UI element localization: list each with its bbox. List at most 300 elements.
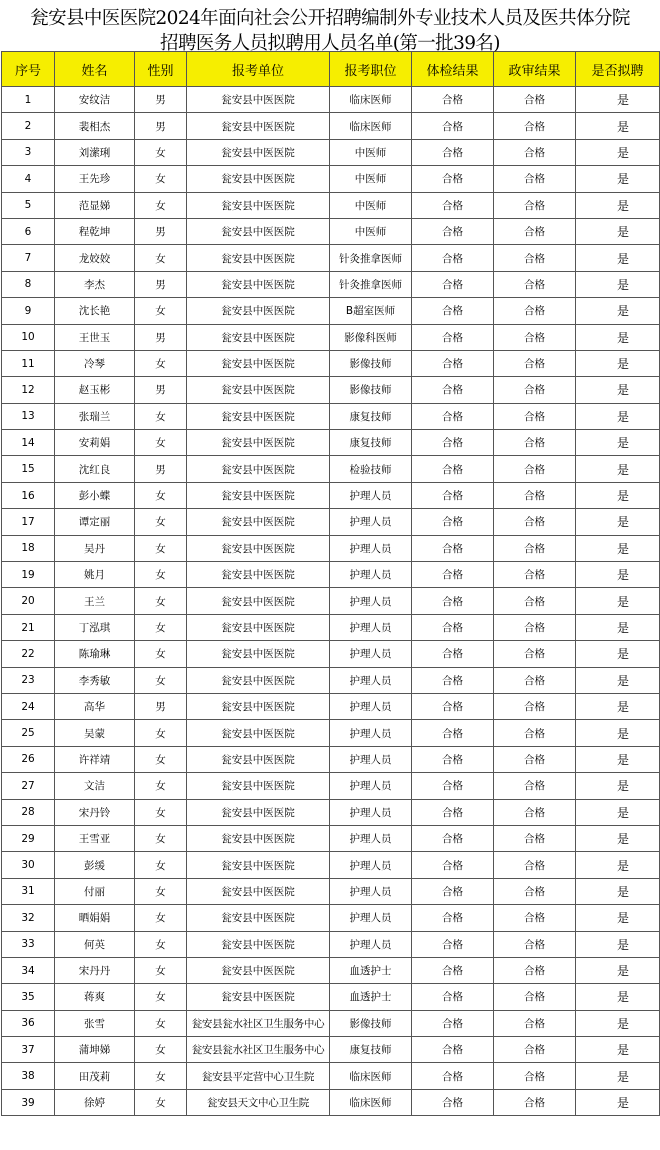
cell-political: 合格 [494, 1037, 576, 1063]
cell-political: 合格 [494, 456, 576, 482]
cell-position: 血透护士 [330, 984, 412, 1010]
cell-position: 护理人员 [330, 931, 412, 957]
cell-medical: 合格 [412, 852, 494, 878]
cell-unit: 瓮安县中医医院 [187, 562, 330, 588]
cell-political: 合格 [494, 614, 576, 640]
cell-name: 彭小蝶 [55, 482, 135, 508]
cell-gender: 女 [135, 931, 187, 957]
cell-position: 护理人员 [330, 746, 412, 772]
cell-index: 25 [2, 720, 55, 746]
cell-unit: 瓮安县中医医院 [187, 641, 330, 667]
cell-index: 15 [2, 456, 55, 482]
col-header-gender: 性别 [135, 52, 187, 87]
cell-political: 合格 [494, 377, 576, 403]
cell-hire: 是 [576, 482, 660, 508]
cell-unit: 瓮安县中医医院 [187, 456, 330, 482]
cell-position: 护理人员 [330, 562, 412, 588]
cell-hire: 是 [576, 192, 660, 218]
cell-hire: 是 [576, 905, 660, 931]
cell-hire: 是 [576, 931, 660, 957]
cell-political: 合格 [494, 931, 576, 957]
cell-hire: 是 [576, 430, 660, 456]
cell-medical: 合格 [412, 403, 494, 429]
cell-index: 20 [2, 588, 55, 614]
cell-name: 吴蒙 [55, 720, 135, 746]
cell-gender: 女 [135, 1089, 187, 1115]
cell-political: 合格 [494, 403, 576, 429]
cell-name: 沈长艳 [55, 298, 135, 324]
cell-index: 4 [2, 166, 55, 192]
cell-position: 护理人员 [330, 773, 412, 799]
cell-political: 合格 [494, 139, 576, 165]
table-row [2, 113, 660, 139]
cell-position: 中医师 [330, 218, 412, 244]
cell-position: 影像技师 [330, 350, 412, 376]
cell-medical: 合格 [412, 218, 494, 244]
cell-unit: 瓮安县中医医院 [187, 957, 330, 983]
cell-gender: 女 [135, 957, 187, 983]
cell-political: 合格 [494, 562, 576, 588]
cell-medical: 合格 [412, 430, 494, 456]
cell-position: 护理人员 [330, 905, 412, 931]
cell-political: 合格 [494, 324, 576, 350]
cell-name: 陈瑜琳 [55, 641, 135, 667]
cell-medical: 合格 [412, 1037, 494, 1063]
cell-position: 护理人员 [330, 482, 412, 508]
cell-hire: 是 [576, 1063, 660, 1089]
cell-index: 30 [2, 852, 55, 878]
cell-index: 17 [2, 509, 55, 535]
cell-index: 34 [2, 957, 55, 983]
cell-position: 护理人员 [330, 720, 412, 746]
cell-political: 合格 [494, 1089, 576, 1115]
cell-political: 合格 [494, 298, 576, 324]
cell-index: 18 [2, 535, 55, 561]
cell-medical: 合格 [412, 746, 494, 772]
cell-political: 合格 [494, 1010, 576, 1036]
cell-name: 王世玉 [55, 324, 135, 350]
cell-hire: 是 [576, 746, 660, 772]
cell-index: 35 [2, 984, 55, 1010]
cell-hire: 是 [576, 166, 660, 192]
cell-name: 文洁 [55, 773, 135, 799]
cell-index: 24 [2, 693, 55, 719]
cell-political: 合格 [494, 641, 576, 667]
cell-medical: 合格 [412, 139, 494, 165]
cell-unit: 瓮安县中医医院 [187, 218, 330, 244]
cell-medical: 合格 [412, 878, 494, 904]
cell-name: 丁泓琪 [55, 614, 135, 640]
cell-hire: 是 [576, 957, 660, 983]
cell-unit: 瓮安县中医医院 [187, 403, 330, 429]
cell-position: 康复技师 [330, 1037, 412, 1063]
cell-political: 合格 [494, 271, 576, 297]
cell-medical: 合格 [412, 1089, 494, 1115]
cell-hire: 是 [576, 403, 660, 429]
cell-medical: 合格 [412, 957, 494, 983]
document-title [0, 0, 660, 54]
cell-gender: 女 [135, 1010, 187, 1036]
cell-gender: 女 [135, 509, 187, 535]
cell-hire: 是 [576, 218, 660, 244]
cell-hire: 是 [576, 614, 660, 640]
cell-position: 护理人员 [330, 852, 412, 878]
cell-position: 中医师 [330, 166, 412, 192]
cell-name: 张雪 [55, 1010, 135, 1036]
cell-gender: 男 [135, 218, 187, 244]
cell-position: 康复技师 [330, 403, 412, 429]
cell-position: 检验技师 [330, 456, 412, 482]
cell-gender: 女 [135, 720, 187, 746]
cell-hire: 是 [576, 535, 660, 561]
cell-hire: 是 [576, 852, 660, 878]
cell-index: 37 [2, 1037, 55, 1063]
cell-name: 安莉娟 [55, 430, 135, 456]
table-row [2, 641, 660, 667]
table-row [2, 562, 660, 588]
cell-index: 27 [2, 773, 55, 799]
cell-index: 11 [2, 350, 55, 376]
cell-index: 5 [2, 192, 55, 218]
cell-name: 刘潆琍 [55, 139, 135, 165]
cell-unit: 瓮安县中医医院 [187, 693, 330, 719]
cell-index: 29 [2, 825, 55, 851]
cell-medical: 合格 [412, 562, 494, 588]
cell-hire: 是 [576, 245, 660, 271]
cell-medical: 合格 [412, 799, 494, 825]
cell-position: 护理人员 [330, 614, 412, 640]
cell-index: 14 [2, 430, 55, 456]
table-row [2, 852, 660, 878]
cell-position: 护理人员 [330, 878, 412, 904]
table-row [2, 324, 660, 350]
cell-unit: 瓮安县中医医院 [187, 350, 330, 376]
cell-unit: 瓮安县中医医院 [187, 746, 330, 772]
cell-name: 彭缓 [55, 852, 135, 878]
cell-name: 付丽 [55, 878, 135, 904]
cell-hire: 是 [576, 641, 660, 667]
cell-index: 28 [2, 799, 55, 825]
cell-medical: 合格 [412, 641, 494, 667]
cell-unit: 瓮安县中医医院 [187, 799, 330, 825]
cell-unit: 瓮安县天文中心卫生院 [187, 1089, 330, 1115]
cell-unit: 瓮安县中医医院 [187, 430, 330, 456]
cell-name: 蒲坤娣 [55, 1037, 135, 1063]
table-row [2, 773, 660, 799]
cell-index: 13 [2, 403, 55, 429]
cell-unit: 瓮安县中医医院 [187, 931, 330, 957]
cell-medical: 合格 [412, 377, 494, 403]
cell-index: 22 [2, 641, 55, 667]
cell-gender: 女 [135, 192, 187, 218]
col-header-political: 政审结果 [494, 52, 576, 87]
cell-position: B超室医师 [330, 298, 412, 324]
cell-political: 合格 [494, 825, 576, 851]
cell-unit: 瓮安县平定营中心卫生院 [187, 1063, 330, 1089]
cell-gender: 女 [135, 588, 187, 614]
cell-position: 影像科医师 [330, 324, 412, 350]
cell-medical: 合格 [412, 984, 494, 1010]
cell-hire: 是 [576, 113, 660, 139]
cell-medical: 合格 [412, 773, 494, 799]
cell-medical: 合格 [412, 192, 494, 218]
cell-gender: 女 [135, 430, 187, 456]
cell-unit: 瓮安县中医医院 [187, 773, 330, 799]
cell-unit: 瓮安县中医医院 [187, 905, 330, 931]
cell-medical: 合格 [412, 1063, 494, 1089]
cell-hire: 是 [576, 588, 660, 614]
cell-gender: 女 [135, 298, 187, 324]
cell-unit: 瓮安县中医医院 [187, 166, 330, 192]
table-row [2, 403, 660, 429]
cell-gender: 女 [135, 139, 187, 165]
cell-medical: 合格 [412, 324, 494, 350]
cell-position: 护理人员 [330, 825, 412, 851]
cell-gender: 男 [135, 324, 187, 350]
cell-unit: 瓮安县中医医院 [187, 113, 330, 139]
cell-name: 高华 [55, 693, 135, 719]
cell-unit: 瓮安县瓮水社区卫生服务中心 [187, 1010, 330, 1036]
cell-political: 合格 [494, 720, 576, 746]
cell-index: 8 [2, 271, 55, 297]
cell-unit: 瓮安县中医医院 [187, 324, 330, 350]
cell-index: 26 [2, 746, 55, 772]
cell-name: 王雪亚 [55, 825, 135, 851]
cell-name: 宋丹丹 [55, 957, 135, 983]
cell-unit: 瓮安县中医医院 [187, 984, 330, 1010]
cell-index: 1 [2, 87, 55, 113]
cell-unit: 瓮安县中医医院 [187, 482, 330, 508]
cell-position: 临床医师 [330, 1063, 412, 1089]
cell-medical: 合格 [412, 588, 494, 614]
cell-position: 护理人员 [330, 693, 412, 719]
cell-gender: 女 [135, 799, 187, 825]
cell-political: 合格 [494, 693, 576, 719]
cell-index: 38 [2, 1063, 55, 1089]
cell-medical: 合格 [412, 667, 494, 693]
cell-political: 合格 [494, 113, 576, 139]
cell-position: 康复技师 [330, 430, 412, 456]
cell-unit: 瓮安县中医医院 [187, 720, 330, 746]
table-row [2, 350, 660, 376]
cell-position: 护理人员 [330, 588, 412, 614]
cell-political: 合格 [494, 192, 576, 218]
cell-position: 影像技师 [330, 377, 412, 403]
cell-medical: 合格 [412, 113, 494, 139]
cell-political: 合格 [494, 957, 576, 983]
table-header-row [2, 52, 660, 87]
cell-unit: 瓮安县中医医院 [187, 852, 330, 878]
cell-political: 合格 [494, 878, 576, 904]
cell-gender: 女 [135, 852, 187, 878]
table-row [2, 799, 660, 825]
cell-gender: 女 [135, 482, 187, 508]
cell-name: 程乾坤 [55, 218, 135, 244]
cell-name: 晒娟娟 [55, 905, 135, 931]
cell-name: 蒋爽 [55, 984, 135, 1010]
cell-medical: 合格 [412, 166, 494, 192]
cell-name: 王兰 [55, 588, 135, 614]
table-row [2, 878, 660, 904]
cell-gender: 男 [135, 377, 187, 403]
cell-position: 临床医师 [330, 1089, 412, 1115]
cell-medical: 合格 [412, 693, 494, 719]
cell-medical: 合格 [412, 350, 494, 376]
cell-gender: 女 [135, 350, 187, 376]
cell-index: 36 [2, 1010, 55, 1036]
cell-name: 范显娣 [55, 192, 135, 218]
table-row [2, 1089, 660, 1115]
cell-position: 针灸推拿医师 [330, 245, 412, 271]
cell-hire: 是 [576, 509, 660, 535]
cell-hire: 是 [576, 773, 660, 799]
table-row [2, 430, 660, 456]
cell-hire: 是 [576, 1089, 660, 1115]
table-row [2, 139, 660, 165]
cell-index: 21 [2, 614, 55, 640]
cell-name: 李秀敏 [55, 667, 135, 693]
table-row [2, 509, 660, 535]
cell-name: 田茂莉 [55, 1063, 135, 1089]
cell-unit: 瓮安县中医医院 [187, 509, 330, 535]
cell-gender: 女 [135, 641, 187, 667]
cell-unit: 瓮安县中医医院 [187, 825, 330, 851]
cell-unit: 瓮安县中医医院 [187, 377, 330, 403]
cell-index: 3 [2, 139, 55, 165]
table-row [2, 166, 660, 192]
cell-medical: 合格 [412, 87, 494, 113]
cell-medical: 合格 [412, 825, 494, 851]
cell-index: 9 [2, 298, 55, 324]
cell-unit: 瓮安县瓮水社区卫生服务中心 [187, 1037, 330, 1063]
cell-hire: 是 [576, 377, 660, 403]
cell-unit: 瓮安县中医医院 [187, 878, 330, 904]
cell-hire: 是 [576, 87, 660, 113]
cell-gender: 男 [135, 271, 187, 297]
cell-hire: 是 [576, 324, 660, 350]
cell-index: 39 [2, 1089, 55, 1115]
table-body [2, 87, 660, 1116]
cell-hire: 是 [576, 825, 660, 851]
cell-gender: 女 [135, 667, 187, 693]
cell-gender: 男 [135, 87, 187, 113]
cell-index: 6 [2, 218, 55, 244]
table-row [2, 482, 660, 508]
cell-name: 裴相杰 [55, 113, 135, 139]
cell-hire: 是 [576, 799, 660, 825]
cell-position: 护理人员 [330, 799, 412, 825]
cell-hire: 是 [576, 350, 660, 376]
table-row [2, 984, 660, 1010]
cell-political: 合格 [494, 667, 576, 693]
cell-position: 护理人员 [330, 535, 412, 561]
cell-name: 谭定丽 [55, 509, 135, 535]
cell-position: 护理人员 [330, 667, 412, 693]
table-row [2, 905, 660, 931]
cell-hire: 是 [576, 667, 660, 693]
cell-position: 中医师 [330, 192, 412, 218]
cell-medical: 合格 [412, 1010, 494, 1036]
cell-name: 许祥靖 [55, 746, 135, 772]
cell-unit: 瓮安县中医医院 [187, 192, 330, 218]
cell-hire: 是 [576, 693, 660, 719]
cell-gender: 女 [135, 905, 187, 931]
cell-gender: 女 [135, 166, 187, 192]
table-row [2, 218, 660, 244]
table-row [2, 456, 660, 482]
cell-hire: 是 [576, 878, 660, 904]
cell-medical: 合格 [412, 509, 494, 535]
cell-medical: 合格 [412, 271, 494, 297]
table-row [2, 746, 660, 772]
cell-name: 赵玉彬 [55, 377, 135, 403]
cell-unit: 瓮安县中医医院 [187, 588, 330, 614]
cell-gender: 男 [135, 456, 187, 482]
cell-gender: 女 [135, 1037, 187, 1063]
cell-gender: 女 [135, 403, 187, 429]
cell-medical: 合格 [412, 245, 494, 271]
cell-hire: 是 [576, 456, 660, 482]
cell-index: 31 [2, 878, 55, 904]
cell-unit: 瓮安县中医医院 [187, 139, 330, 165]
cell-position: 中医师 [330, 139, 412, 165]
cell-index: 2 [2, 113, 55, 139]
cell-name: 王先珍 [55, 166, 135, 192]
cell-position: 影像技师 [330, 1010, 412, 1036]
cell-medical: 合格 [412, 614, 494, 640]
cell-medical: 合格 [412, 482, 494, 508]
cell-gender: 女 [135, 535, 187, 561]
cell-gender: 女 [135, 1063, 187, 1089]
cell-name: 李杰 [55, 271, 135, 297]
cell-unit: 瓮安县中医医院 [187, 535, 330, 561]
cell-medical: 合格 [412, 931, 494, 957]
cell-gender: 女 [135, 614, 187, 640]
cell-hire: 是 [576, 1037, 660, 1063]
cell-position: 临床医师 [330, 113, 412, 139]
cell-gender: 女 [135, 746, 187, 772]
cell-index: 23 [2, 667, 55, 693]
table-row [2, 667, 660, 693]
cell-political: 合格 [494, 852, 576, 878]
cell-name: 何英 [55, 931, 135, 957]
table-row [2, 693, 660, 719]
cell-hire: 是 [576, 1010, 660, 1036]
table-row [2, 1010, 660, 1036]
cell-name: 冷琴 [55, 350, 135, 376]
cell-hire: 是 [576, 298, 660, 324]
col-header-index: 序号 [2, 52, 55, 87]
col-header-medical: 体检结果 [412, 52, 494, 87]
cell-unit: 瓮安县中医医院 [187, 87, 330, 113]
cell-medical: 合格 [412, 456, 494, 482]
cell-index: 16 [2, 482, 55, 508]
table-row [2, 1063, 660, 1089]
cell-gender: 男 [135, 693, 187, 719]
cell-hire: 是 [576, 139, 660, 165]
table-row [2, 825, 660, 851]
table-row [2, 535, 660, 561]
cell-political: 合格 [494, 746, 576, 772]
cell-hire: 是 [576, 562, 660, 588]
cell-political: 合格 [494, 482, 576, 508]
table-row [2, 720, 660, 746]
cell-political: 合格 [494, 509, 576, 535]
col-header-hire: 是否拟聘 [576, 52, 660, 87]
cell-unit: 瓮安县中医医院 [187, 614, 330, 640]
cell-name: 吴丹 [55, 535, 135, 561]
cell-gender: 女 [135, 825, 187, 851]
